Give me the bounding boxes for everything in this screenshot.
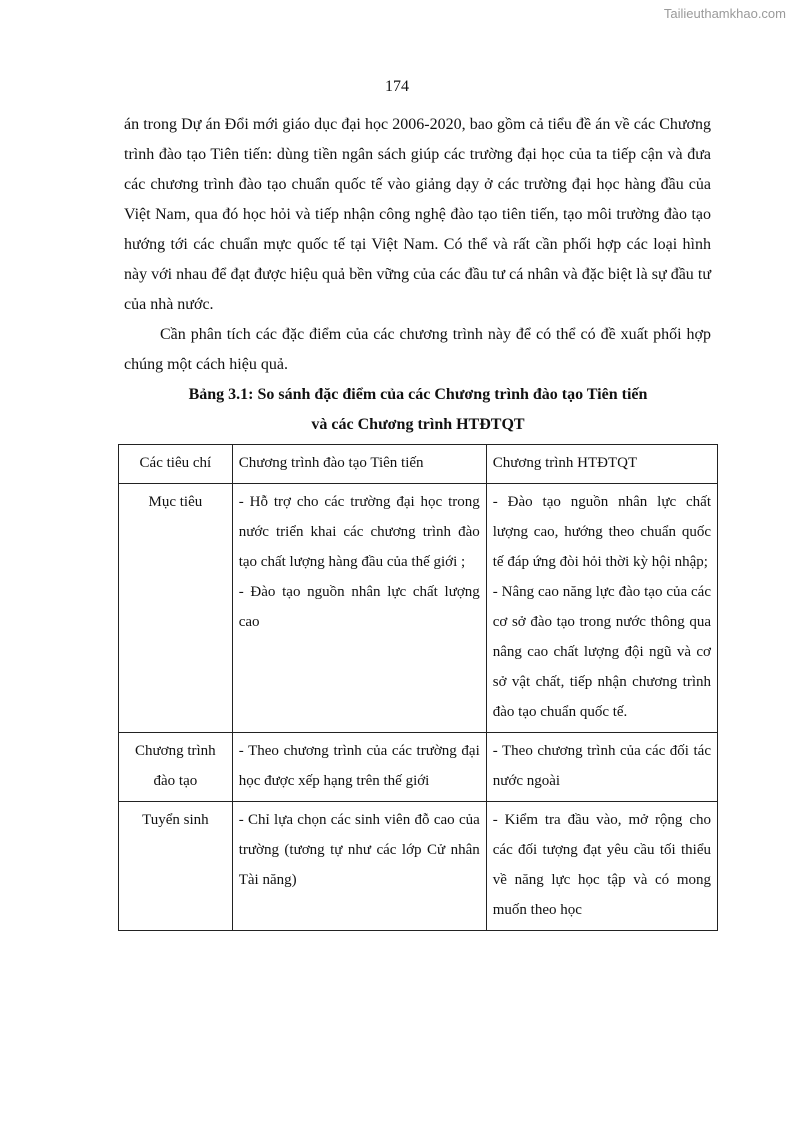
htdtqt-cell [486, 802, 717, 931]
column-header: Chương trình HTĐTQT [486, 445, 717, 484]
table-caption [118, 380, 718, 440]
body-text [124, 110, 711, 380]
cell-item: - Đào tạo nguồn nhân lực chất lượng cao, hướng theo chuẩn quốc tế đáp ứng đòi hỏi thời kỳ hội nhập; [492, 494, 711, 570]
advanced-cell [232, 733, 486, 802]
cell-item: - Chỉ lựa chọn các sinh viên đỗ cao của trường (tương tự như các lớp Cử nhân Tài năng) [238, 812, 480, 888]
table-caption-line: và các Chương trình HTĐTQT [311, 416, 525, 433]
htdtqt-cell [486, 484, 717, 733]
table-row [119, 484, 718, 733]
table-caption-line: Bảng 3.1: So sánh đặc điểm của các Chương trình đào tạo Tiên tiến [188, 386, 648, 403]
page-number: 174 [385, 78, 409, 95]
criterion-cell: Chương trình đào tạo [119, 733, 233, 802]
cell-item: - Kiểm tra đầu vào, mở rộng cho các đối tượng đạt yêu cầu tối thiểu về năng lực học tập và có mong muốn theo học [492, 812, 711, 918]
criterion-cell: Tuyển sinh [119, 802, 233, 931]
cell-item: - Nâng cao năng lực đào tạo của các cơ sở đào tạo trong nước thông qua nâng cao chất lượng đội ngũ và cơ sở vật chất, tiếp nhận chương trình đào tạo chuẩn quốc tế. [492, 584, 711, 720]
cell-item: - Đào tạo nguồn nhân lực chất lượng cao [238, 584, 480, 630]
paragraph: Cần phân tích các đặc điểm của các chương trình này để có thể có đề xuất phối hợp chúng một cách hiệu quả. [124, 326, 711, 373]
htdtqt-cell [486, 733, 717, 802]
column-header: Chương trình đào tạo Tiên tiến [232, 445, 486, 484]
table-row [119, 733, 718, 802]
cell-item: - Theo chương trình của các đối tác nước ngoài [492, 743, 711, 789]
column-header: Các tiêu chí [119, 445, 233, 484]
advanced-cell [232, 484, 486, 733]
comparison-table [118, 444, 718, 931]
advanced-cell [232, 802, 486, 931]
paragraph: án trong Dự án Đổi mới giáo dục đại học 2006-2020, bao gồm cả tiểu đề án về các Chương trình đào tạo Tiên tiến: dùng tiền ngân sách giúp các trường đại học của ta tiếp cận và đưa các chương trình đào tạo chuẩn quốc tế vào giảng dạy ở các trường đại học hàng đầu của Việt Nam, qua đó học hỏi và tiếp nhận công nghệ đào tạo tiên tiến, tạo môi trường đào tạo hướng tới các chuẩn mực quốc tế tại Việt Nam. Có thể và rất cần phối hợp các loại hình này với nhau để đạt được hiệu quả bền vững của các đầu tư cá nhân và đặc biệt là sự đầu tư của nhà nước. [124, 116, 711, 313]
criterion-cell: Mục tiêu [119, 484, 233, 733]
cell-item: - Theo chương trình của các trường đại học được xếp hạng trên thế giới [238, 743, 480, 789]
cell-item: - Hỗ trợ cho các trường đại học trong nước triển khai các chương trình đào tạo chất lượng hàng đầu của thế giới ; [238, 494, 480, 570]
watermark: Tailieuthamkhao.com [663, 6, 786, 21]
table-header-row [119, 445, 718, 484]
table-row [119, 802, 718, 931]
